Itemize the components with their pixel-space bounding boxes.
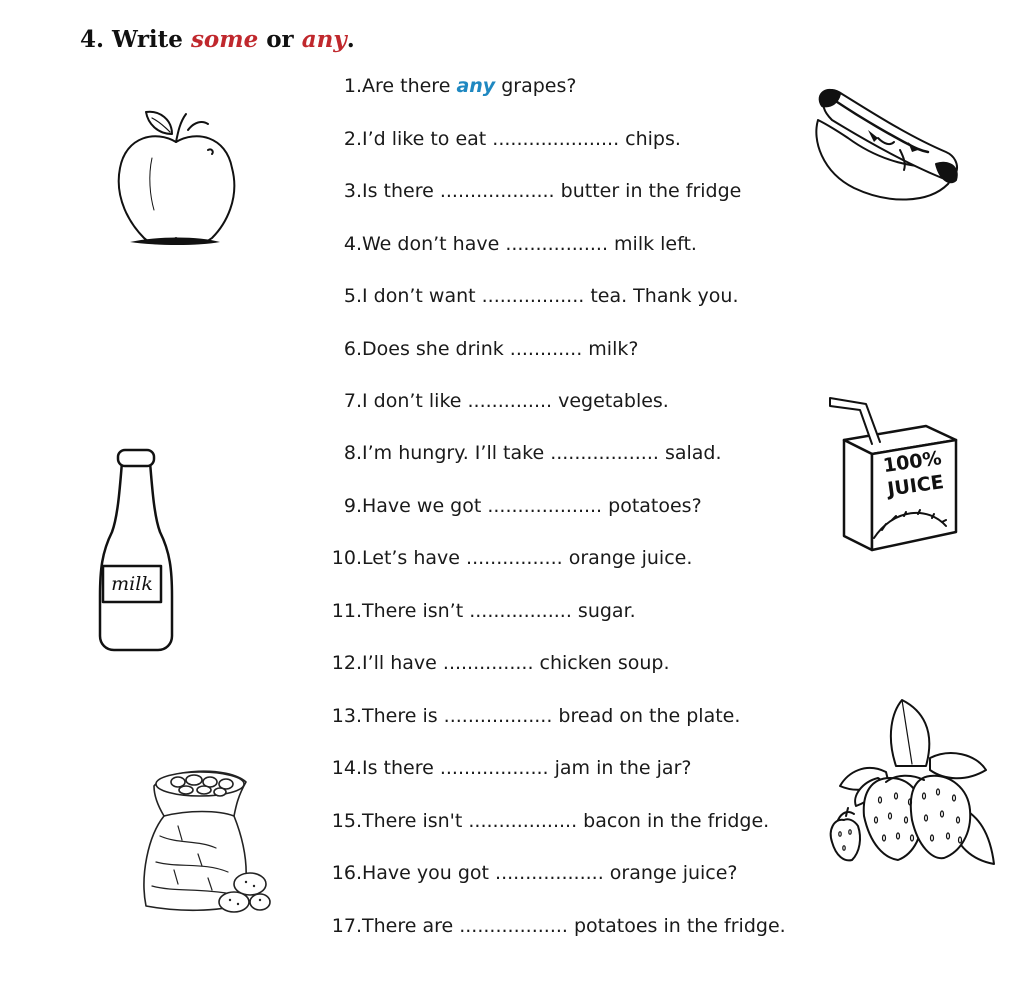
exercise-item-14 <box>322 753 691 783</box>
exercise-item-15 <box>322 806 769 836</box>
item-number: 13. <box>331 705 362 727</box>
title-middle: or <box>258 26 302 53</box>
exercise-item-8 <box>322 438 722 468</box>
item-text: Does she drink ............ milk? <box>362 338 639 360</box>
item-number: 14. <box>331 757 362 779</box>
item-text: There isn’t ................. sugar. <box>362 600 636 622</box>
item-text: We don’t have ................. milk left. <box>362 233 697 255</box>
exercise-item-3 <box>322 176 741 206</box>
strawberries-icon <box>826 696 998 876</box>
item-number: 11. <box>331 600 362 622</box>
item-number: 12. <box>331 652 362 674</box>
item-text: I’ll have ............... chicken soup. <box>362 652 670 674</box>
item-text: There isn't .................. bacon in the fridge. <box>362 810 770 832</box>
item-text: Have you got .................. orange juice? <box>362 862 738 884</box>
item-number: 17. <box>331 915 362 937</box>
juice-label-word: JUICE <box>886 471 946 501</box>
item-text: Have we got ................... potatoes? <box>362 495 702 517</box>
exercise-item-5 <box>322 281 739 311</box>
exercise-item-2 <box>322 124 681 154</box>
item-number: 9. <box>343 495 362 517</box>
item-text-after: grapes? <box>495 75 577 97</box>
exercise-item-7 <box>322 386 669 416</box>
item-number: 3. <box>343 180 362 202</box>
title-prefix: 4. Write <box>80 26 191 53</box>
exercise-item-16 <box>322 858 738 888</box>
exercise-item-6 <box>322 334 638 364</box>
item-text: There are .................. potatoes in the fridge. <box>362 915 786 937</box>
apple-icon <box>108 106 248 248</box>
item-number: 16. <box>331 862 362 884</box>
exercise-item-10 <box>322 543 692 573</box>
potato-sack-icon <box>138 766 272 918</box>
item-number: 7. <box>343 390 362 412</box>
title-keyword-some: some <box>190 26 259 53</box>
juice-box-icon <box>826 390 962 552</box>
item-number: 2. <box>343 128 362 150</box>
item-text: I’m hungry. I’ll take .................. salad. <box>362 442 722 464</box>
juice-label-percent: 100% <box>881 447 943 478</box>
item-text: I don’t like .............. vegetables. <box>362 390 669 412</box>
item-number: 4. <box>343 233 362 255</box>
hotdog-icon <box>808 80 964 208</box>
item-text: Is there .................. jam in the jar? <box>362 757 692 779</box>
exercise-item-11 <box>322 596 636 626</box>
exercise-item-13 <box>322 701 740 731</box>
exercise-title <box>80 26 355 53</box>
milk-bottle-shape <box>96 446 176 656</box>
item-number: 10. <box>331 547 362 569</box>
item-number: 6. <box>343 338 362 360</box>
title-suffix: . <box>346 26 355 53</box>
exercise-item-9 <box>322 491 702 521</box>
item-number: 15. <box>331 810 362 832</box>
item-text-before: Are there <box>362 75 457 97</box>
item-number: 1. <box>343 75 362 97</box>
exercise-item-17 <box>322 911 786 941</box>
item-text: I don’t want ................. tea. Thank you. <box>362 285 739 307</box>
milk-label: milk <box>111 573 153 595</box>
item-number: 5. <box>343 285 362 307</box>
item-text: Is there ................... butter in the fridge <box>362 180 742 202</box>
item-text: Let’s have ................ orange juice. <box>362 547 693 569</box>
title-keyword-any: any <box>301 26 347 53</box>
exercise-item-4 <box>322 229 697 259</box>
item-text: There is .................. bread on the plate. <box>362 705 741 727</box>
item-number: 8. <box>343 442 362 464</box>
exercise-item-1 <box>322 71 576 101</box>
example-answer: any <box>456 75 496 97</box>
exercise-item-12 <box>322 648 670 678</box>
item-text: I’d like to eat ..................... chips. <box>362 128 681 150</box>
milk-bottle-icon <box>96 446 176 656</box>
